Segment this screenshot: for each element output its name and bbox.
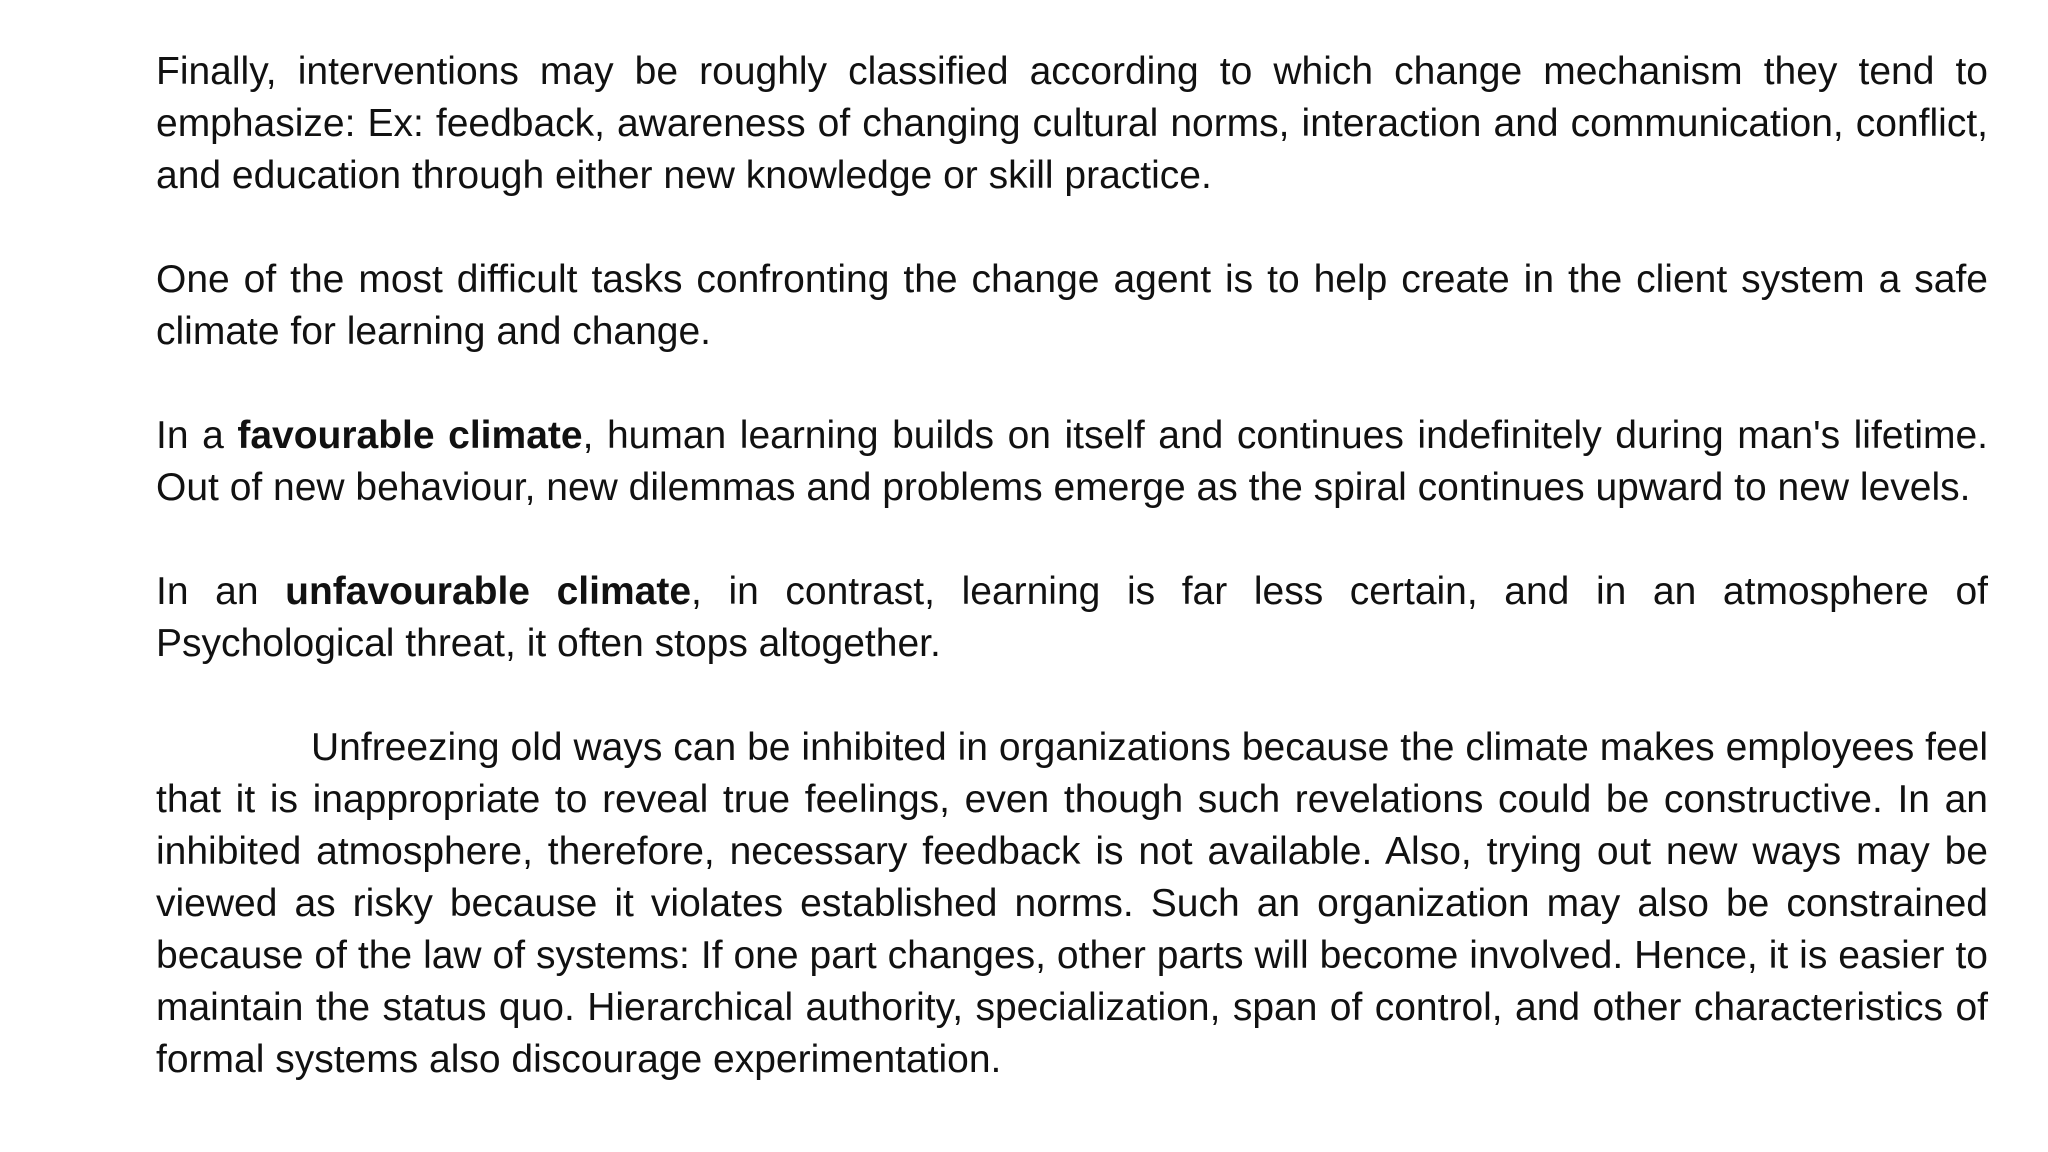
document-page	[156, 46, 1988, 1086]
paragraph-favourable-climate-lead: In a	[156, 414, 238, 457]
paragraph-unfavourable-climate	[156, 566, 1988, 670]
favourable-climate-term: favourable climate	[237, 414, 583, 457]
paragraph-unfavourable-climate-body: , in contrast, learning is far less certain, and in an atmosphere of Psychological threat, it often stops altogether.	[156, 570, 1989, 665]
paragraph-unfavourable-climate-lead: In an	[156, 570, 286, 613]
paragraph-intervention-mechanisms: Finally, interventions may be roughly classified according to which change mechanism they tend to emphasize: Ex: feedback, awareness of changing cultural norms, interaction and communication, conflict, and education through either new knowledge or skill practice.	[156, 50, 1988, 197]
unfavourable-climate-term: unfavourable climate	[285, 570, 692, 613]
paragraph-favourable-climate-body: , human learning builds on itself and continues indefinitely during man's lifetime. Out of new behaviour, new dilemmas and problems emerge as the spiral continues upward to new levels.	[156, 414, 1989, 509]
paragraph-safe-climate: One of the most difficult tasks confronting the change agent is to help create in the client system a safe climate for learning and change.	[156, 258, 1988, 353]
paragraph-unfreezing: Unfreezing old ways can be inhibited in organizations because the climate makes employees feel that it is inappropriate to reveal true feelings, even though such revelations could be constructive. In an inhibited atmosphere, therefore, necessary feedback is not available. Also, trying out new ways may be viewed as risky because it violates established norms. Such an organization may also be constrained because of the law of systems: If one part changes, other parts will become involved. Hence, it is easier to maintain the status quo. Hierarchical authority, specialization, span of control, and other characteristics of formal systems also discourage experimentation.	[156, 726, 1988, 1081]
paragraph-favourable-climate	[156, 410, 1988, 514]
